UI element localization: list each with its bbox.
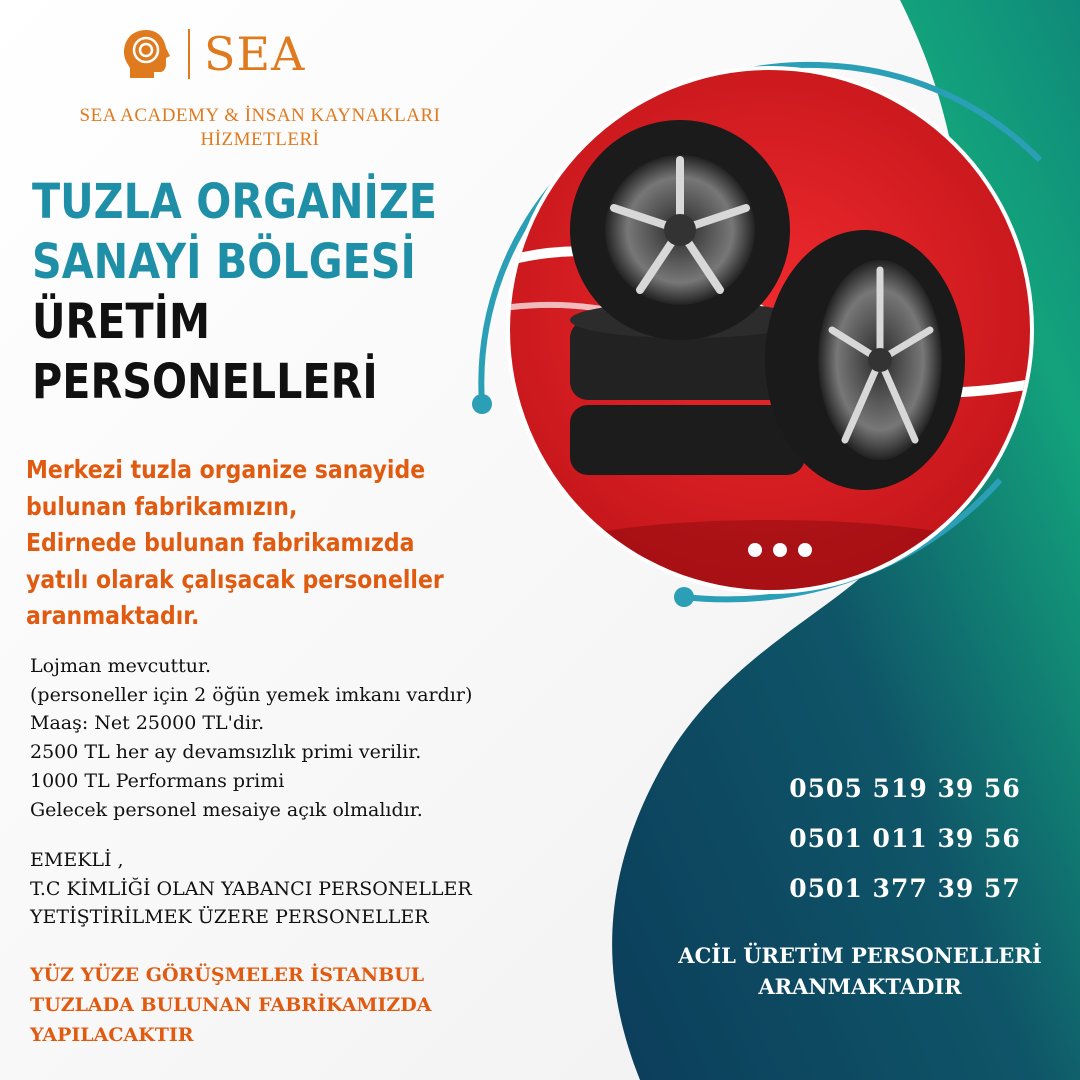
headline-line-1: TUZLA ORGANİZE — [32, 174, 437, 230]
urgent-line-2: ARANMAKTADIR — [758, 974, 962, 999]
brand-logo — [118, 26, 305, 82]
meeting-line: YAPILACAKTIR — [30, 1024, 194, 1046]
meeting-line: TUZLADA BULUNAN FABRİKAMIZDA — [30, 994, 432, 1016]
contact-phones — [770, 764, 1040, 914]
instagram-icon — [773, 543, 787, 557]
logo-divider — [188, 29, 190, 79]
category-line: YETİŞTİRİLMEK ÜZERE PERSONELLER — [30, 906, 429, 928]
headline — [32, 172, 437, 412]
job-details — [30, 652, 472, 824]
intro-text — [26, 452, 444, 635]
detail-line: 1000 TL Performans primi — [30, 769, 285, 792]
detail-line: (personeller için 2 öğün yemek imkanı vardır) — [30, 683, 473, 706]
tire-photo — [470, 60, 1060, 610]
company-name — [0, 104, 520, 152]
headline-line-4: PERSONELLERİ — [32, 354, 378, 410]
phone-number[interactable]: 0505 519 39 56 — [789, 774, 1021, 803]
detail-line: Maaş: Net 25000 TL'dir. — [30, 712, 265, 735]
phone-number[interactable]: 0501 011 39 56 — [789, 824, 1021, 853]
urgent-banner — [650, 940, 1070, 1002]
detail-line: 2500 TL her ay devamsızlık primi verilir. — [30, 741, 422, 764]
intro-line: yatılı olarak çalışacak personeller — [26, 564, 444, 594]
company-line-2: HİZMETLERİ — [200, 129, 320, 150]
category-line: T.C KİMLİĞİ OLAN YABANCI PERSONELLER — [30, 877, 472, 900]
eligible-categories — [30, 846, 472, 932]
intro-line: Merkezi tuzla organize sanayide — [26, 455, 426, 484]
headline-line-3: ÜRETİM — [32, 294, 211, 350]
company-line-1: SEA ACADEMY & İNSAN KAYNAKLARI — [79, 105, 441, 126]
interview-note — [30, 960, 431, 1050]
logo-text: SEA — [204, 27, 306, 81]
head-logo-icon — [118, 26, 174, 82]
phone-number[interactable]: 0501 377 39 57 — [789, 874, 1021, 903]
facebook-icon — [748, 543, 762, 557]
meeting-line: YÜZ YÜZE GÖRÜŞMELER İSTANBUL — [30, 964, 425, 986]
intro-line: aranmaktadır. — [26, 601, 200, 630]
urgent-line-1: ACİL ÜRETİM PERSONELLERİ — [678, 943, 1042, 968]
intro-line: bulunan fabrikamızın, — [26, 491, 298, 521]
category-line: EMEKLİ , — [30, 849, 124, 871]
x-icon — [798, 543, 812, 557]
detail-line: Gelecek personel mesaiye açık olmalıdır. — [30, 798, 423, 821]
detail-line: Lojman mevcuttur. — [30, 655, 211, 677]
intro-line: Edirnede bulunan fabrikamızda — [26, 528, 415, 557]
headline-line-2: SANAYİ BÖLGESİ — [32, 234, 416, 290]
